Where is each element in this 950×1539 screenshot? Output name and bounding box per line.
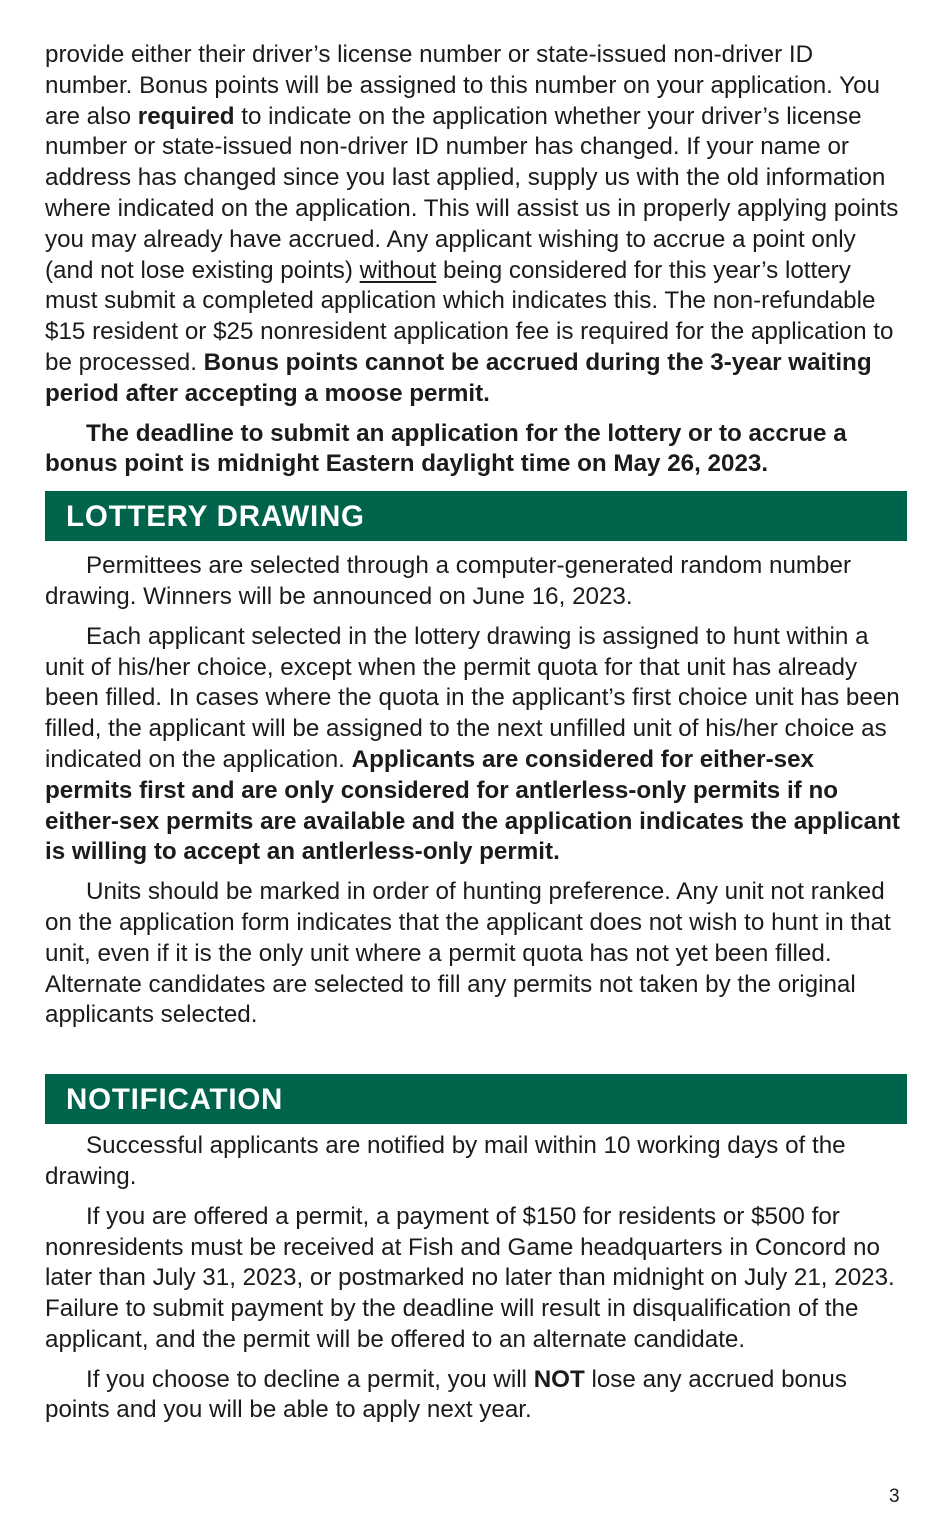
- lottery-drawing-heading: LOTTERY DRAWING: [45, 491, 907, 541]
- notification-heading: NOTIFICATION: [45, 1074, 907, 1124]
- intro-paragraph: [45, 40, 907, 410]
- required-emphasis: required: [137, 102, 235, 130]
- intro-text-b: to indicate on the application whether your driver’s license number or state-issued non-driver ID number has changed. If your name or address has changed since you last applied, supply us with the old information where indicated on the application. This will assist us in properly applying points you may already have accrued. Any applicant wishing to accrue a point only (and not lose existing points): [45, 102, 899, 284]
- notification-paragraph-3: [45, 1365, 907, 1427]
- page-content: [45, 40, 907, 1426]
- lottery-paragraph-3: Units should be marked in order of hunting preference. Any unit not ranked on the application form indicates that the applicant does not wish to hunt in that unit, even if it is the only unit where a permit quota has not yet been filled. Alternate candidates are selected to fill any permits not taken by the original applicants selected.: [45, 878, 891, 1029]
- notification-paragraph-1: Successful applicants are notified by mail within 10 working days of the drawing.: [45, 1132, 846, 1190]
- intro-text-c: being considered for this year’s lottery must submit a completed application which indicates this. The non-refundable $15 resident or $25 nonresident application fee is required for the application to be processed.: [45, 256, 894, 376]
- bonus-points-warning: Bonus points cannot be accrued during the 3-year waiting period after accepting a moose permit.: [45, 348, 872, 407]
- not-emphasis: NOT: [533, 1365, 585, 1393]
- notification-paragraph-2: If you are offered a permit, a payment of $150 for residents or $500 for nonresidents must be received at Fish and Game headquarters in Concord no later than July 31, 2023, or postmarked no later than midnight on July 21, 2023. Failure to submit payment by the deadline will result in disqualification of the applicant, and the permit will be offered to an alternate candidate.: [45, 1202, 895, 1353]
- lottery-paragraph-1: Permittees are selected through a computer-generated random number drawing. Winners will be announced on June 16, 2023.: [45, 552, 852, 610]
- lottery-paragraph-2: [45, 622, 907, 868]
- without-emphasis: without: [359, 256, 437, 284]
- notification-paragraph-3-text-a: If you choose to decline a permit, you will: [86, 1365, 534, 1393]
- page-number: 3: [889, 1486, 900, 1507]
- lottery-paragraph-2-text: Each applicant selected in the lottery drawing is assigned to hunt within a unit of his/her choice, except when the permit quota for that unit has already been filled. In cases where the quota in the applicant’s first choice unit has been filled, the applicant will be assigned to the next unfilled unit of his/her choice as indicated on the application.: [45, 622, 900, 773]
- intro-text-a: provide either their driver’s license number or state-issued non-driver ID number. Bonus points will be assigned to this number on your application. You are also: [45, 41, 880, 130]
- notification-paragraph-3-text-b: lose any accrued bonus points and you will be able to apply next year.: [45, 1365, 847, 1424]
- deadline-text: The deadline to submit an application for the lottery or to accrue a bonus point is midnight Eastern daylight time on May 26, 2023.: [45, 419, 847, 478]
- deadline-paragraph: [45, 419, 907, 481]
- lottery-paragraph-2-emphasis: Applicants are considered for either-sex permits first and are only considered for antlerless-only permits if no either-sex permits are available and the application indicates the applicant is willing to accept an antlerless-only permit.: [45, 745, 900, 866]
